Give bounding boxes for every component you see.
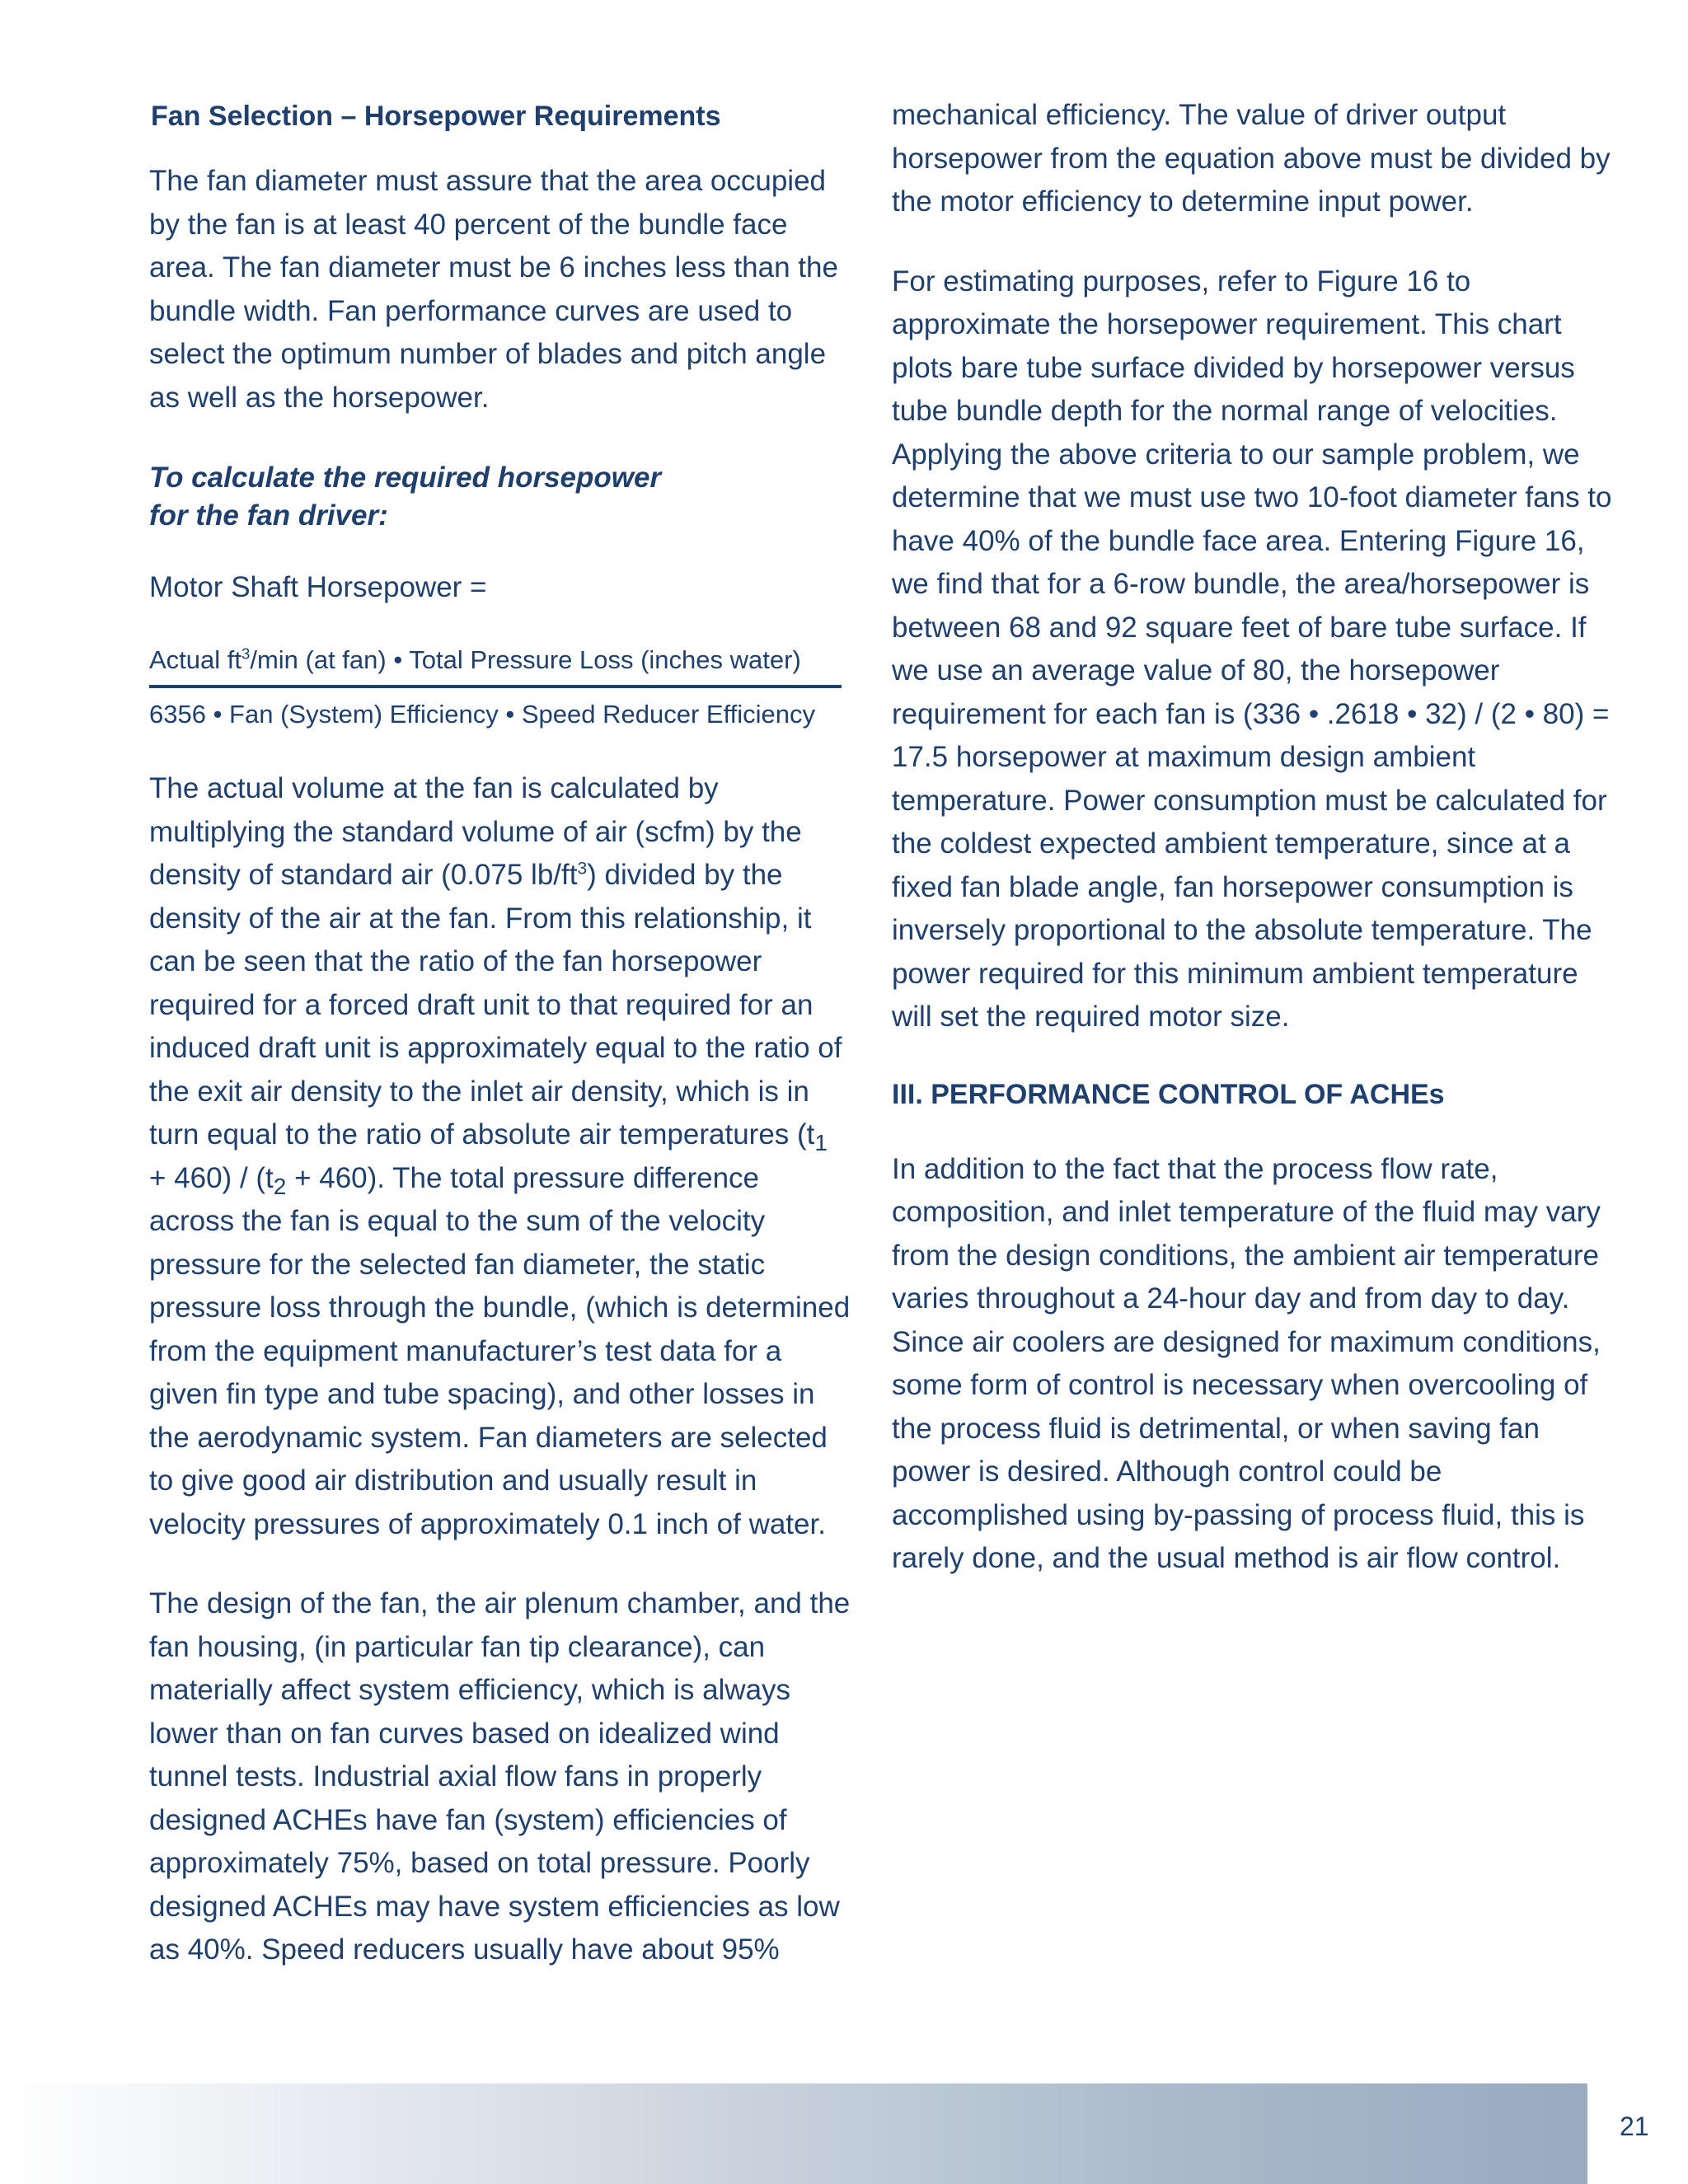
para2-part2: ) divided by the density of the air at the fan. From this relationship, it can be seen that the ratio of the fan horsepower required for a forced draft unit to that required for an induced draft unit is approximately equal to the ratio of the exit air density to the inlet air density, which is in turn equal to the ratio of absolute air temperatures (t xyxy=(149,859,842,1151)
horsepower-formula xyxy=(149,642,842,733)
para2-sup: 3 xyxy=(577,859,588,879)
calc-heading-line2: for the fan driver: xyxy=(149,499,388,532)
paragraph-mechanical-efficiency: mechanical efficiency. The value of driver output horsepower from the equation above must be divided by the motor efficiency to determine input power. xyxy=(892,99,1611,218)
left-column xyxy=(149,97,851,1972)
calc-heading-line1: To calculate the required horsepower xyxy=(149,462,662,494)
section-heading-fan-selection: Fan Selection – Horsepower Requirements xyxy=(151,101,721,132)
para2-part4: + 460). The total pressure difference across the fan is equal to the sum of the velocity pressure for the selected fan diameter, the static pressure loss through the bundle, (which is determined from the equipment manufacturer’s test data for a given fin type and tube spacing), and other losses in the aerodynamic system. Fan diameters are selected to give good air distribution and usually result in velocity pressures of approximately 0.1 inch of water. xyxy=(149,1161,851,1540)
formula-numerator-prefix: Actual ft xyxy=(149,645,241,674)
formula-label: Motor Shaft Horsepower = xyxy=(149,571,487,603)
para2-part3: + 460) / (t xyxy=(149,1161,274,1194)
paragraph-estimating: For estimating purposes, refer to Figure 16 to approximate the horsepower requirement. This chart plots bare tube surface divided by horsepower versus tube bundle depth for the normal range of velocities. Applying the above criteria to our sample problem, we determine that we must use two 10-foot diameter fans to have 40% of the bundle face area. Entering Figure 16, we find that for a 6-row bundle, the area/horsepower is between 68 and 92 square feet of bare tube surface. If we use an average value of 80, the horsepower requirement for each fan is (336 • .2618 • 32) / (2 • 80) = 17.5 horsepower at maximum design ambient temperature. Power consumption must be calculated for the coldest expected ambient temperature, since at a fixed fan blade angle, fan horsepower consumption is inversely proportional to the absolute temperature. The power required for this minimum ambient temperature will set the required motor size. xyxy=(892,265,1612,1033)
formula-denominator: 6356 • Fan (System) Efficiency • Speed Reducer Efficiency xyxy=(149,700,815,729)
right-column xyxy=(892,94,1617,1581)
paragraph-performance-control: In addition to the fact that the process flow rate, composition, and inlet temperature of the fluid may vary from the design conditions, the ambient air temperature varies throughout a 24-hour day and from day to day. Since air coolers are designed for maximum conditions, some form of control is necessary when overcooling of the process fluid is detrimental, or when saving fan power is desired. Although control could be accomplished using by-passing of process fluid, this is rarely done, and the usual method is air flow control. xyxy=(892,1152,1601,1574)
footer-gradient-band xyxy=(0,2083,1587,2184)
paragraph-fan-diameter: The fan diameter must assure that the area occupied by the fan is at least 40 percent of the bundle face area. The fan diameter must be 6 inches less than the bundle width. Fan performance curves are used to select the optimum number of blades and pitch angle as well as the horsepower. xyxy=(149,165,838,414)
paragraph-fan-design: The design of the fan, the air plenum chamber, and the fan housing, (in particular fan tip clearance), can materially affect system efficiency, which is always lower than on fan curves based on idealized wind tunnel tests. Industrial axial flow fans in properly designed ACHEs have fan (system) efficiencies of approximately 75%, based on total pressure. Poorly designed ACHEs may have system efficiencies as low as 40%. Speed reducers usually have about 95% xyxy=(149,1587,851,1966)
formula-numerator xyxy=(149,642,842,688)
formula-numerator-sup: 3 xyxy=(241,644,251,663)
para2-part1: The actual volume at the fan is calculated by multiplying the standard volume of air (scfm) by the density of standard air (0.075 lb/ft xyxy=(149,772,802,891)
section-heading-performance-control: III. PERFORMANCE CONTROL OF ACHEs xyxy=(892,1078,1445,1110)
para2-sub2: 2 xyxy=(273,1173,287,1199)
page-number: 21 xyxy=(1620,2111,1649,2141)
calc-heading xyxy=(149,459,851,535)
paragraph-actual-volume xyxy=(149,767,851,1546)
para2-sub1: 1 xyxy=(814,1130,828,1155)
formula-numerator-suffix: /min (at fan) • Total Pressure Loss (inches water) xyxy=(250,645,801,674)
